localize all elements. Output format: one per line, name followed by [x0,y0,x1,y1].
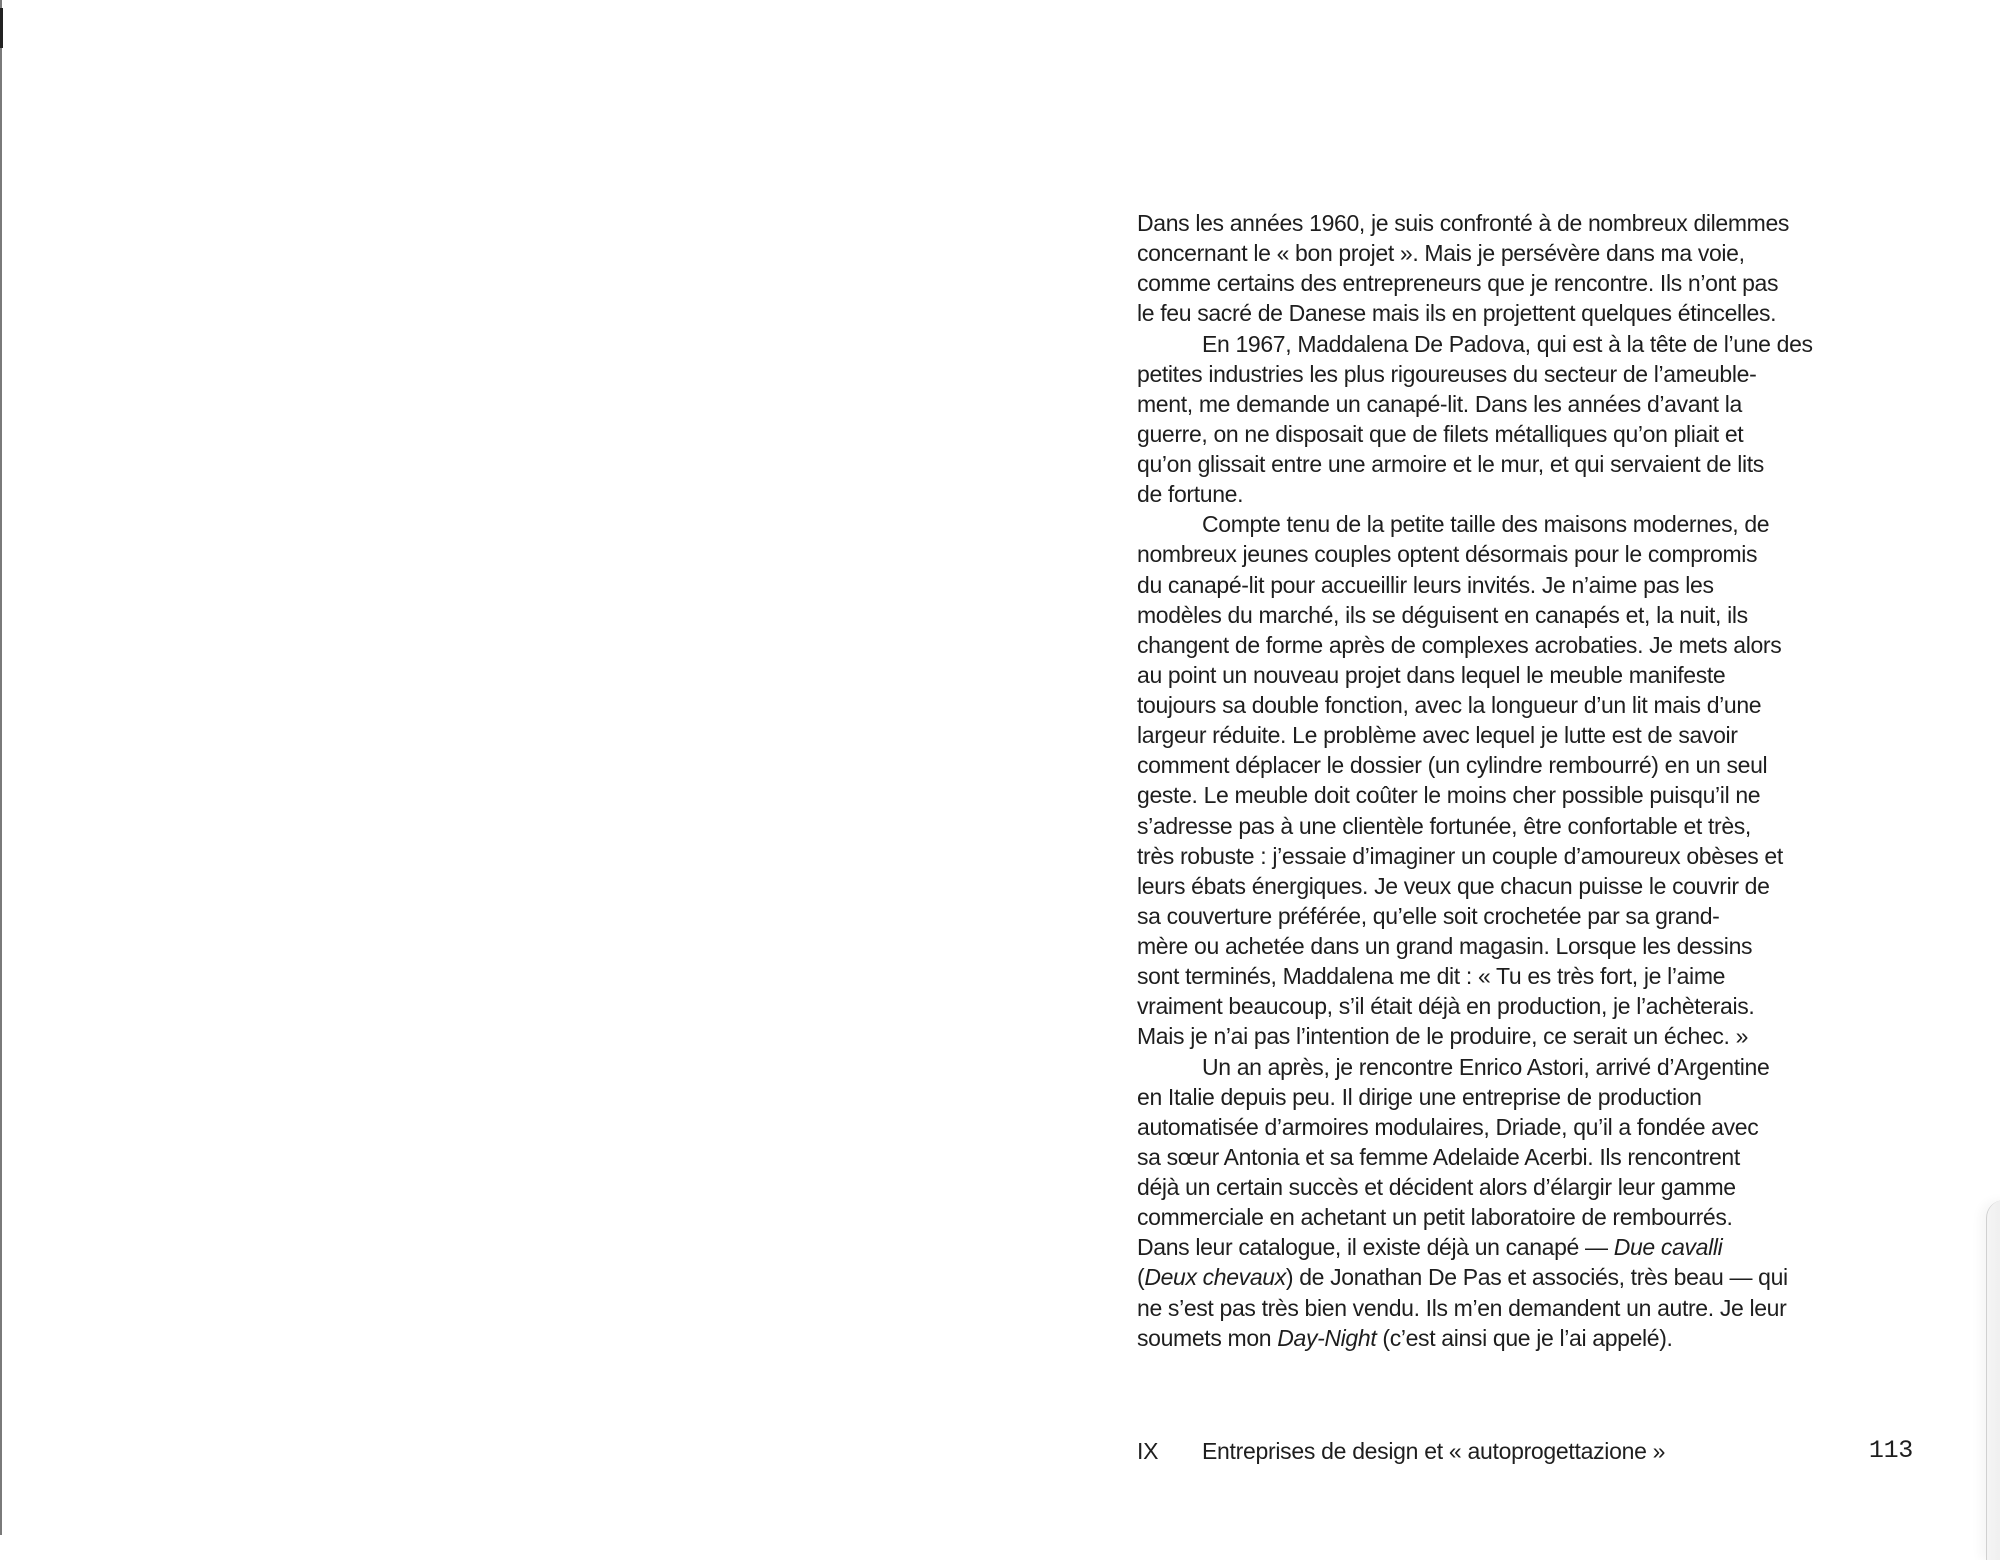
text-line: Mais je n’ai pas l’intention de le produire, ce serait un échec. » [1137,1023,1749,1050]
text-segment: soumets mon [1137,1324,1278,1351]
text-line: du canapé-lit pour accueillir leurs invités. Je n’aime pas les [1137,571,1714,598]
chapter-title: Entreprises de design et « autoprogettazione » [1202,1438,1666,1464]
text-line: de fortune. [1137,481,1244,508]
text-line [1137,1323,1917,1353]
text-segment: ( [1137,1264,1145,1291]
text-line: changent de forme après de complexes acrobaties. Je mets alors [1137,631,1782,658]
text-segment: ) de Jonathan De Pas et associés, très beau — qui [1285,1264,1788,1291]
side-panel-edge [1986,1200,2000,1560]
page-left-border [0,0,2,1535]
page-footer [1137,1436,1913,1466]
text-line: comme certains des entrepreneurs que je rencontre. Ils n’ont pas [1137,270,1779,297]
text-line: sa sœur Antonia et sa femme Adelaide Acerbi. Ils rencontrent [1137,1143,1740,1170]
text-line: concernant le « bon projet ». Mais je persévère dans ma voie, [1137,240,1745,267]
text-line [1137,1262,1917,1292]
text-line: ne s’est pas très bien vendu. Ils m’en demandent un autre. Je leur [1137,1294,1787,1321]
text-line: mère ou achetée dans un grand magasin. Lorsque les dessins [1137,933,1753,959]
text-line: très robuste : j’essaie d’imaginer un couple d’amoureux obèses et [1137,842,1783,869]
italic-title: Day-Night [1277,1324,1377,1351]
text-line: Dans les années 1960, je suis confronté à de nombreux dilemmes [1137,210,1790,236]
text-segment: Dans leur catalogue, il existe déjà un canapé — [1137,1234,1614,1261]
text-line: modèles du marché, ils se déguisent en canapés et, la nuit, ils [1137,601,1748,628]
text-line: automatisée d’armoires modulaires, Driade, qu’il a fondée avec [1137,1113,1759,1140]
text-line: toujours sa double fonction, avec la longueur d’un lit mais d’une [1137,692,1762,718]
text-line: guerre, on ne disposait que de filets métalliques qu’on pliait et [1137,420,1744,447]
text-line: déjà un certain succès et décident alors d’élargir leur gamme [1137,1174,1736,1200]
paragraph-first-line: En 1967, Maddalena De Padova, qui est à la tête de l’une des [1202,330,1813,357]
text-line: sa couverture préférée, qu’elle soit crochetée par sa grand- [1137,902,1720,929]
text-line: nombreux jeunes couples optent désormais pour le compromis [1137,541,1758,568]
page-left-border-mark [0,8,3,48]
text-line: sont terminés, Maddalena me dit : « Tu es très fort, je l’aime [1137,963,1726,990]
body-text [1137,208,1917,1353]
text-line: le feu sacré de Danese mais ils en projettent quelques étincelles. [1137,300,1777,327]
text-line: commerciale en achetant un petit laboratoire de rembourrés. [1137,1204,1733,1231]
text-line: petites industries les plus rigoureuses du secteur de l’ameuble- [1137,360,1757,387]
text-line: au point un nouveau projet dans lequel le meuble manifeste [1137,661,1726,688]
text-line [1137,1232,1917,1262]
text-line: vraiment beaucoup, s’il était déjà en production, je l’achèterais. [1137,993,1755,1020]
text-line: qu’on glissait entre une armoire et le mur, et qui servaient de lits [1137,451,1764,477]
text-line: largeur réduite. Le problème avec lequel je lutte est de savoir [1137,722,1738,749]
paragraph-first-line: Compte tenu de la petite taille des maisons modernes, de [1202,511,1770,538]
paragraph-first-line: Un an après, je rencontre Enrico Astori, arrivé d’Argentine [1202,1053,1770,1080]
italic-title: Due cavalli [1613,1234,1723,1261]
text-line: geste. Le meuble doit coûter le moins cher possible puisqu’il ne [1137,782,1761,809]
text-line: comment déplacer le dossier (un cylindre rembourré) en un seul [1137,752,1768,779]
text-line: ment, me demande un canapé-lit. Dans les années d’avant la [1137,390,1742,417]
italic-title: Deux chevaux [1144,1264,1286,1291]
page-number: 113 [1868,1436,1913,1465]
text-line: s’adresse pas à une clientèle fortunée, être confortable et très, [1137,812,1751,839]
text-segment: (c’est ainsi que je l’ai appelé). [1376,1324,1673,1351]
text-line: leurs ébats énergiques. Je veux que chacun puisse le couvrir de [1137,872,1770,899]
text-line: en Italie depuis peu. Il dirige une entreprise de production [1137,1083,1702,1110]
chapter-number: IX [1137,1438,1159,1464]
